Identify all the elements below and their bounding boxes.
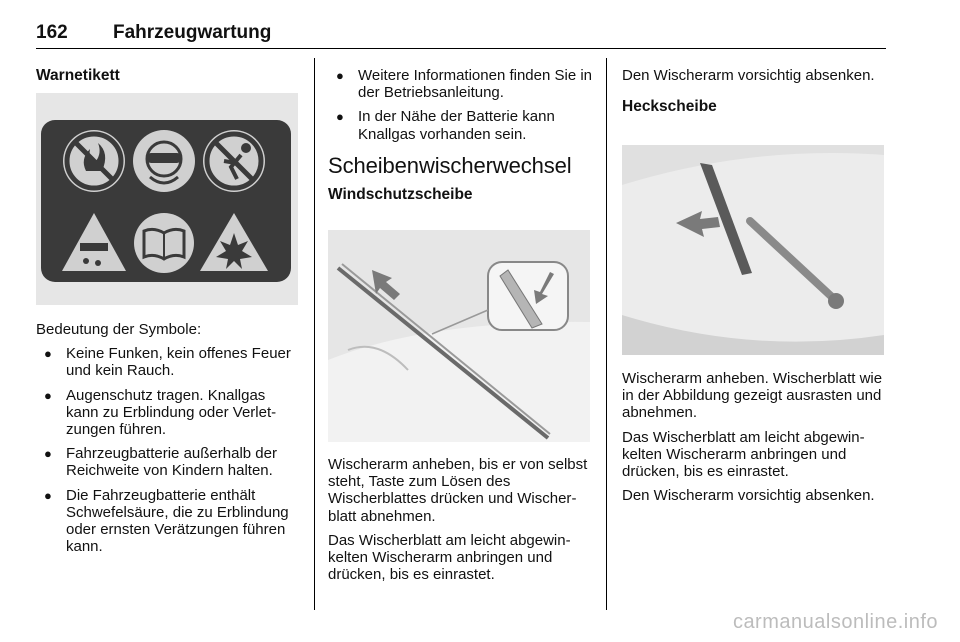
watermark: carmanualsonline.info xyxy=(732,611,938,633)
keep-away-children-icon xyxy=(203,130,265,192)
column-1-body xyxy=(36,321,301,562)
symbols-intro: Bedeutung der Symbole: xyxy=(36,321,202,338)
warning-label-figure xyxy=(36,93,298,305)
windshield-wiper-figure xyxy=(328,230,590,442)
paragraph: Den Wischerarm vorsichtig absenken. xyxy=(622,487,875,505)
eye-protection-icon xyxy=(133,130,195,192)
warning-label-illustration xyxy=(36,93,298,305)
paragraph: Wischerarm anheben, bis er von selbst steht, Taste zum Lösen des Wischerblattes drücken und Wischerblatt abnehmen. xyxy=(328,456,588,525)
subheading-heckscheibe: Heckscheibe xyxy=(622,98,717,116)
symbols-list xyxy=(36,345,301,555)
list-item: ● In der Nähe der Batterie kann Knallgas vorhanden sein. xyxy=(336,108,555,143)
paragraph: Das Wischerblatt am leicht abgewinkelten Wischerarm anbringen und drücken, bis es einrastet. xyxy=(622,428,865,481)
page-title: Fahrzeugwartung xyxy=(113,22,272,43)
list-item: ● Fahrzeugbatterie außerhalb der Reichweite von Kindern halten. xyxy=(44,445,277,480)
bullet-icon: ● xyxy=(336,109,344,125)
rear-wiper-illustration xyxy=(622,145,884,355)
battery-notes-list xyxy=(328,67,593,143)
bullet-icon: ● xyxy=(44,487,52,503)
bullet-icon: ● xyxy=(336,68,344,83)
bullet-icon: ● xyxy=(44,387,52,403)
column-2 xyxy=(328,67,593,203)
column-2-body xyxy=(328,456,598,590)
section-title: Scheibenwischerwechsel xyxy=(328,152,572,178)
list-item: ● Keine Funken, kein offenes Feuer und kein Rauch. xyxy=(44,345,291,380)
no-fire-icon xyxy=(63,130,125,192)
column-divider-2 xyxy=(606,58,607,610)
list-item: ● Weitere Informationen finden Sie in der Betriebsanleitung. xyxy=(336,67,593,102)
column-3-body xyxy=(622,370,887,511)
paragraph: Wischerarm anheben. Wischerblatt wie in der Abbildung gezeigt ausrasten und abnehmen. xyxy=(622,370,883,422)
rear-wiper-figure xyxy=(622,145,884,355)
bullet-icon: ● xyxy=(44,346,52,362)
paragraph: Den Wischerarm vorsichtig absenken. xyxy=(622,67,875,84)
column-divider-1 xyxy=(314,58,315,610)
column-3 xyxy=(622,67,887,115)
paragraph: Das Wischerblatt am leicht abgewinkelten Wischerarm anbringen und drücken, bis es einrastet. xyxy=(328,531,571,584)
subheading-windschutzscheibe: Windschutzscheibe xyxy=(328,186,473,204)
column-1 xyxy=(36,67,301,84)
heading-warnetikett: Warnetikett xyxy=(36,67,120,84)
windshield-wiper-illustration xyxy=(328,230,590,442)
list-item: ● Die Fahrzeugbatterie enthält Schwefelsäure, die zu Erblindung oder ernsten Verätzungen führen kann. xyxy=(44,486,289,556)
page-number: 162 xyxy=(36,22,68,43)
list-item: ● Augenschutz tragen. Knallgas kann zu Erblindung oder Verletzungen führen. xyxy=(44,386,277,439)
page-header xyxy=(36,22,886,49)
bullet-icon: ● xyxy=(44,446,52,462)
manual-icon xyxy=(134,213,194,273)
